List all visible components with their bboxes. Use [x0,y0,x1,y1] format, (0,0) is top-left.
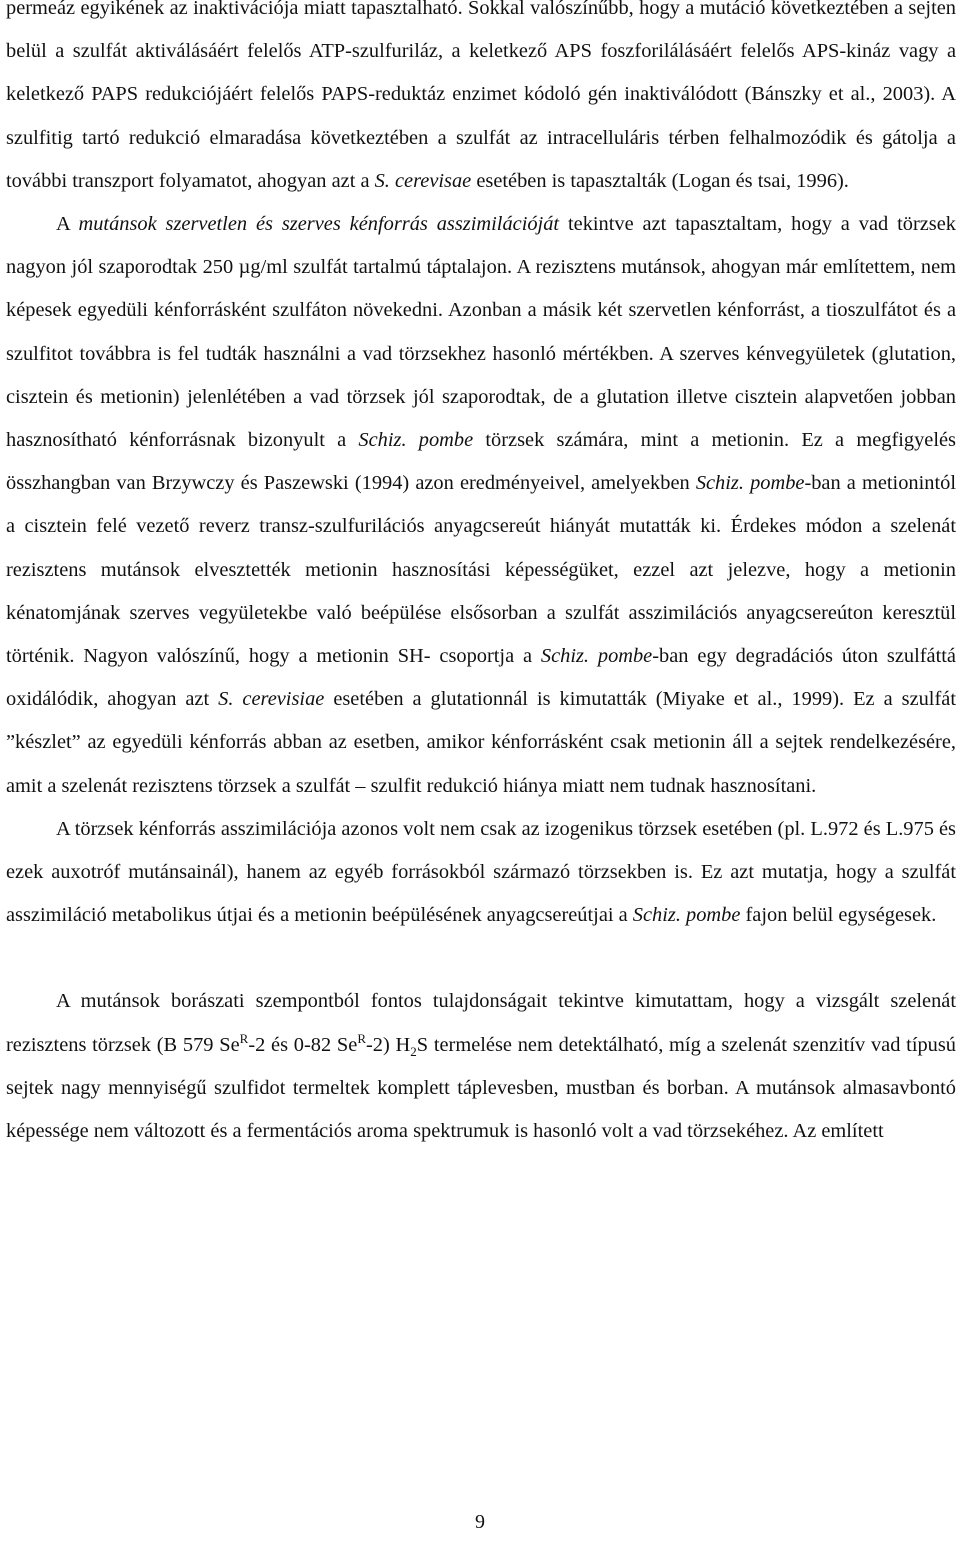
italic-text: Schiz. pombe [695,472,805,495]
paragraph-1 [6,0,956,203]
italic-text: Schiz. pombe [540,645,653,668]
italic-text: mutánsok szervetlen és szerves kénforrás asszimilációját [78,213,560,236]
paragraph-2 [6,203,956,808]
text-run: -ban egy degradációs úton szulfáttá oxidálódik, ahogyan azt [6,645,956,711]
italic-text: Schiz. pombe [632,904,741,927]
text-run: esetében a glutationnál is kimutatták (Miyake et al., 1999). Ez a szulfát ”készlet” az egyedüli kénforrás abban az esetben, amikor kénforrásként csak metionin áll a sejtek rendelkezésére, amit a szelenát rezisztens törzsek a szulfát – szulfit redukció hiánya miatt nem tudnak hasznosítani. [6,688,956,797]
text-run: törzsek számára, mint a metionin. Ez a megfigyelés összhangban van Brzywczy és Paszewski (1994) azon eredményeivel, amelyekben [6,429,956,495]
paragraph-4 [6,980,956,1153]
page-number: 9 [475,1511,485,1533]
italic-text: S. cerevisiae [218,688,325,711]
text-run: -ban a metionintól a cisztein felé vezető reverz transz-szulfurilációs anyagcsereút hiányát mutatták ki. Érdekes módon a szelenát rezisztens mutánsok elvesztették metionin hasznosítási képességüket, ezzel azt jelezve, hogy a metionin kénatomjának szerves vegyületekbe való beépülése elsősorban a szulfát asszimilációs anyagcsereúton keresztül történik. Nagyon valószínű, hogy a metionin SH- csoportja a [6,472,956,668]
italic-text: S. cerevisae [374,169,472,192]
superscript: R [357,1030,366,1046]
text-run: esetében is tapasztalták (Logan és tsai, 1996). [471,169,849,192]
subscript: 2 [410,1043,417,1059]
text-run: tekintve azt tapasztaltam, hogy a vad törzsek nagyon jól szaporodtak 250 µg/ml szulfát tartalmú táptalajon. A rezisztens mutánsok, ahogyan már említettem, nem képesek egyedüli kénforrásként szulfáton növekedni. Azonban a másik két szervetlen kénforrást, a tioszulfátot és a szulfitot továbbra is fel tudták használni a vad törzsekhez hasonló mértékben. A szerves kénvegyületek (glutation, cisztein és metionin) jelenlétében a vad törzsek jól szaporodtak, de a glutation illetve cisztein alapvetően jobban hasznosítható kénforrásnak bizonyult a [6,213,956,452]
text-run: A [56,213,79,236]
superscript: R [239,1030,249,1046]
text-run: -2 és 0-82 Se [248,1033,358,1056]
paragraph-3 [6,808,956,938]
text-run: fajon belül egységesek. [740,904,937,927]
text-run: A törzsek kénforrás asszimilációja azonos volt nem csak az izogenikus törzsek esetében (pl. L.972 és L.975 és ezek auxotróf mutánsainál), hanem az egyéb forrásokból származó törzsekben is. Ez azt mutatja, hogy a szulfát asszimiláció metabolikus útjai és a metionin beépülésének anyagcsereútjai a [6,817,956,927]
text-run: A mutánsok borászati szempontból fontos tulajdonságait tekintve kimutattam, hogy a vizsgált szelenát rezisztens törzsek (B 579 Se [6,990,956,1056]
text-run: S termelése nem detektálható, míg a szelenát szenzitív vad típusú sejtek nagy mennyiségű szulfidot termeltek komplett táplevesben, mustban és borban. A mutánsok almasavbontó képessége nem változott és a fermentációs aroma spektrumuk is hasonló volt a vad törzsekéhez. Az említett [6,1033,957,1143]
text-run: permeáz egyikének az inaktivációja miatt tapasztalható. Sokkal valószínűbb, hogy a mutáció következtében a sejten belül a szulfát aktiválásáért felelős ATP-szulfuriláz, a keletkező APS foszforilálásáért felelős APS-kináz vagy a keletkező PAPS redukciójáért felelős PAPS-reduktáz enzimet kódoló gén inaktiválódott (Bánszky et al., 2003). A szulfitig tartó redukció elmaradása következtében a szulfát az intracelluláris térben felhalmozódik és gátolja a további transzport folyamatot, ahogyan azt a [6,0,956,192]
italic-text: Schiz. pombe [358,429,474,452]
document-page [6,0,956,1153]
text-run: -2) H [365,1033,411,1056]
